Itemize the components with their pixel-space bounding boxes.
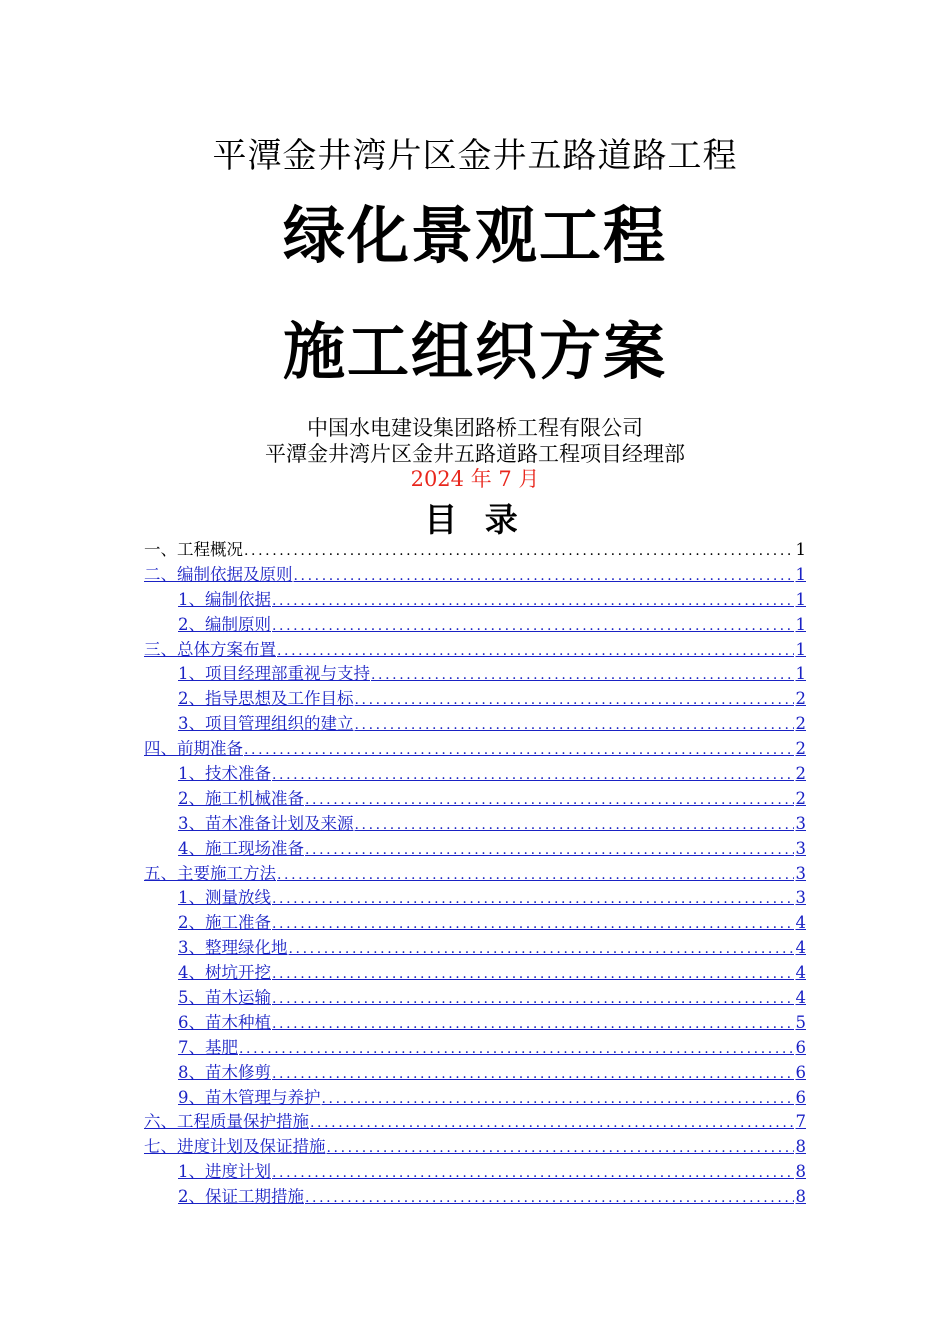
toc-entry-title: 2、保证工期措施 [178,1187,304,1207]
toc-entry-title: 2、施工机械准备 [178,788,304,808]
project-title: 平潭金井湾片区金井五路道路工程 [212,136,738,176]
toc-heading: 目 录 [424,500,526,539]
toc-entry[interactable] [144,961,806,986]
toc-entry-title: 3、整理绿化地 [178,938,288,958]
toc-page-number: 2 [795,739,806,759]
toc-entry[interactable] [144,687,806,712]
toc-dot-leader [304,788,794,812]
toc-entry[interactable] [144,1185,806,1210]
toc-dot-leader [276,639,794,663]
table-of-contents [144,538,806,1210]
document-date: 2024 年 7 月 [410,467,540,491]
toc-entry[interactable] [144,613,806,638]
toc-dot-leader [304,838,794,862]
toc-entry-title: 2、指导思想及工作目标 [178,689,354,709]
toc-page-number: 6 [795,1037,806,1057]
toc-entry-title: 3、项目管理组织的建立 [178,714,354,734]
toc-entry[interactable] [144,837,806,862]
toc-entry [144,538,806,563]
toc-entry-title: 9、苗木管理与养护 [178,1087,321,1107]
toc-entry-title: 三、总体方案布置 [144,639,276,659]
toc-entry[interactable] [144,911,806,936]
company-name: 中国水电建设集团路桥工程有限公司 [307,416,643,440]
toc-page-number: 2 [795,714,806,734]
toc-entry-title: 五、主要施工方法 [144,863,276,883]
toc-dot-leader [321,1087,794,1111]
toc-entry[interactable] [144,737,806,762]
toc-entry[interactable] [144,1086,806,1111]
toc-entry[interactable] [144,787,806,812]
toc-entry-title: 2、施工准备 [178,913,271,933]
toc-entry-title: 2、编制原则 [178,614,271,634]
toc-page-number: 8 [795,1137,806,1157]
toc-entry[interactable] [144,1011,806,1036]
toc-entry-title: 5、苗木运输 [178,988,271,1008]
toc-entry[interactable] [144,1110,806,1135]
toc-entry-title: 二、编制依据及原则 [144,564,293,584]
toc-dot-leader [304,1186,794,1210]
toc-page-number: 2 [795,689,806,709]
toc-page-number: 3 [795,813,806,833]
department-name: 平潭金井湾片区金井五路道路工程项目经理部 [265,442,685,466]
toc-dot-leader [271,589,794,613]
document-title-line1: 绿化景观工程 [282,199,667,272]
toc-entry-title: 7、基肥 [178,1037,238,1057]
toc-dot-leader [271,1012,794,1036]
toc-entry-title: 一、工程概况 [144,540,243,559]
toc-dot-leader [271,962,794,986]
toc-entry[interactable] [144,936,806,961]
toc-entry-title: 1、进度计划 [178,1162,271,1182]
toc-page-number: 4 [795,913,806,933]
toc-entry-title: 1、项目经理部重视与支持 [178,664,370,684]
toc-entry-title: 六、工程质量保护措施 [144,1112,309,1132]
toc-entry-title: 4、施工现场准备 [178,838,304,858]
toc-entry-title: 1、技术准备 [178,764,271,784]
toc-entry-title: 4、树坑开挖 [178,963,271,983]
toc-page-number: 3 [795,838,806,858]
toc-page-number: 1 [795,614,806,634]
toc-page-number: 2 [795,764,806,784]
toc-entry[interactable] [144,862,806,887]
toc-entry[interactable] [144,886,806,911]
toc-page-number: 7 [795,1112,806,1132]
toc-page-number: 1 [795,540,806,559]
toc-dot-leader [271,1161,794,1185]
toc-entry[interactable] [144,1036,806,1061]
toc-dot-leader [276,863,794,887]
toc-page-number: 8 [795,1187,806,1207]
toc-page-number: 4 [795,963,806,983]
toc-entry[interactable] [144,638,806,663]
toc-page-number: 6 [795,1062,806,1082]
toc-page-number: 5 [795,1012,806,1032]
toc-page-number: 1 [795,564,806,584]
toc-entry[interactable] [144,762,806,787]
toc-page-number: 6 [795,1087,806,1107]
toc-entry[interactable] [144,1061,806,1086]
toc-entry-title: 1、测量放线 [178,888,271,908]
toc-entry-title: 七、进度计划及保证措施 [144,1137,326,1157]
toc-dot-leader [288,937,794,961]
toc-page-number: 4 [795,988,806,1008]
toc-entry-title: 6、苗木种植 [178,1012,271,1032]
toc-page-number: 3 [795,863,806,883]
toc-page-number: 3 [795,888,806,908]
toc-dot-leader [370,663,794,687]
toc-dot-leader [271,887,794,911]
toc-dot-leader [326,1136,794,1160]
toc-entry[interactable] [144,563,806,588]
toc-entry[interactable] [144,588,806,613]
toc-dot-leader [271,987,794,1011]
toc-dot-leader [271,1062,794,1086]
toc-dot-leader [243,738,794,762]
toc-dot-leader [238,1037,794,1061]
toc-entry-title: 四、前期准备 [144,739,243,759]
toc-dot-leader [271,763,794,787]
toc-entry[interactable] [144,662,806,687]
toc-entry[interactable] [144,986,806,1011]
toc-entry-title: 8、苗木修剪 [178,1062,271,1082]
toc-entry-title: 3、苗木准备计划及来源 [178,813,354,833]
toc-dot-leader [354,813,794,837]
toc-dot-leader [309,1111,794,1135]
toc-dot-leader [354,713,794,737]
document-title-line2: 施工组织方案 [282,315,667,388]
toc-page-number: 1 [795,639,806,659]
toc-dot-leader [243,539,794,563]
toc-page-number: 4 [795,938,806,958]
toc-dot-leader [293,564,794,588]
toc-page-number: 2 [795,788,806,808]
toc-dot-leader [271,614,794,638]
toc-page-number: 1 [795,664,806,684]
toc-entry[interactable] [144,712,806,737]
toc-entry[interactable] [144,1135,806,1160]
toc-dot-leader [354,688,794,712]
toc-entry[interactable] [144,812,806,837]
toc-page-number: 8 [795,1162,806,1182]
toc-entry-title: 1、编制依据 [178,589,271,609]
toc-dot-leader [271,912,794,936]
toc-entry[interactable] [144,1160,806,1185]
toc-page-number: 1 [795,589,806,609]
